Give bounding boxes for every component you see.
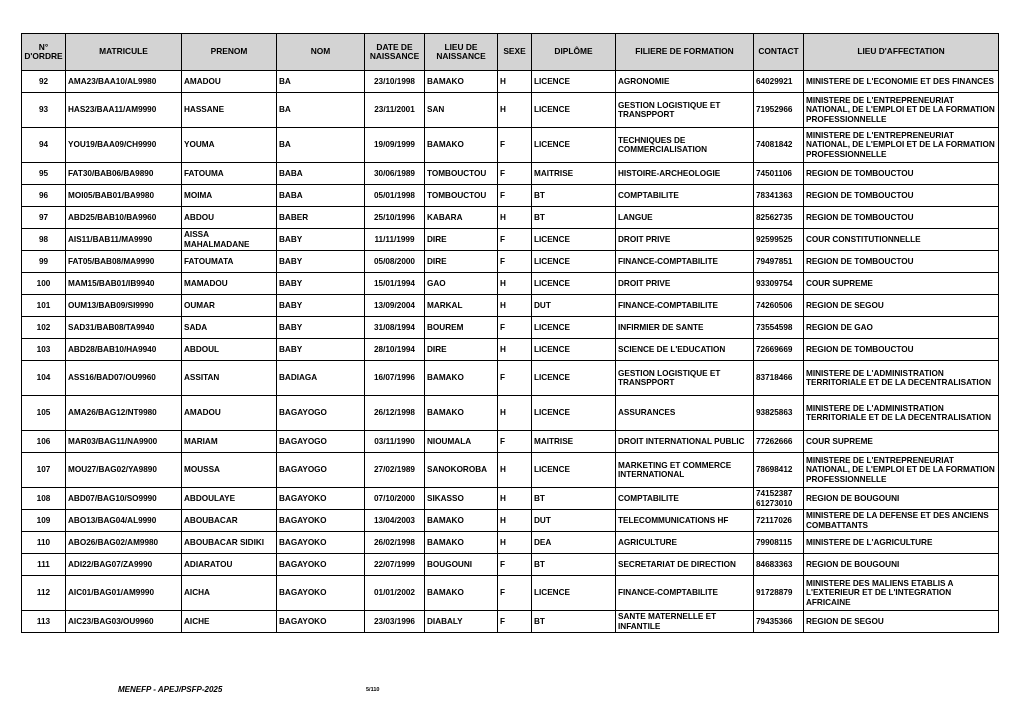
cell-birth-place: SAN	[425, 93, 498, 128]
cell-birth-date: 11/11/1999	[365, 229, 425, 251]
table-row	[22, 576, 999, 611]
cell-nom: BADIAGA	[277, 361, 365, 396]
cell-assignment: MINISTERE DE LA DEFENSE ET DES ANCIENS COMBATTANTS	[804, 510, 999, 532]
cell-matricule: ABO13/BAG04/AL9990	[66, 510, 182, 532]
cell-training: SCIENCE DE L'EDUCATION	[616, 339, 754, 361]
cell-matricule: FAT05/BAB08/MA9990	[66, 251, 182, 273]
table-row	[22, 532, 999, 554]
cell-order: 94	[22, 128, 66, 163]
cell-assignment: REGION DE TOMBOUCTOU	[804, 163, 999, 185]
cell-nom: BABA	[277, 163, 365, 185]
cell-birth-place: DIRE	[425, 229, 498, 251]
cell-nom: BAGAYOGO	[277, 396, 365, 431]
cell-diploma: BT	[532, 611, 616, 633]
col-header-prenom: PRENOM	[182, 34, 277, 71]
cell-assignment: MINISTERE DE L'ENTREPRENEURIAT NATIONAL, DE L'EMPLOI ET DE LA FORMATION PROFESSIONNELLE	[804, 93, 999, 128]
cell-order: 113	[22, 611, 66, 633]
table-row	[22, 611, 999, 633]
cell-sex: H	[498, 488, 532, 510]
cell-birth-place: DIRE	[425, 251, 498, 273]
cell-birth-place: BAMAKO	[425, 361, 498, 396]
cell-contact: 79497851	[754, 251, 804, 273]
cell-sex: H	[498, 532, 532, 554]
cell-birth-date: 28/10/1994	[365, 339, 425, 361]
cell-diploma: LICENCE	[532, 93, 616, 128]
cell-birth-date: 23/03/1996	[365, 611, 425, 633]
cell-order: 105	[22, 396, 66, 431]
cell-assignment: MINISTERE DE L'ECONOMIE ET DES FINANCES	[804, 71, 999, 93]
cell-diploma: LICENCE	[532, 251, 616, 273]
cell-birth-place: TOMBOUCTOU	[425, 163, 498, 185]
cell-matricule: HAS23/BAA11/AM9990	[66, 93, 182, 128]
table-row	[22, 128, 999, 163]
cell-prenom: ABOUBACAR	[182, 510, 277, 532]
cell-birth-place: DIABALY	[425, 611, 498, 633]
cell-birth-date: 22/07/1999	[365, 554, 425, 576]
cell-assignment: REGION DE BOUGOUNI	[804, 554, 999, 576]
cell-birth-date: 07/10/2000	[365, 488, 425, 510]
cell-birth-date: 23/11/2001	[365, 93, 425, 128]
cell-sex: F	[498, 611, 532, 633]
cell-nom: BABY	[277, 273, 365, 295]
cell-birth-place: SIKASSO	[425, 488, 498, 510]
col-header-training: FILIERE DE FORMATION	[616, 34, 754, 71]
cell-sex: H	[498, 339, 532, 361]
cell-sex: F	[498, 251, 532, 273]
cell-diploma: MAITRISE	[532, 431, 616, 453]
cell-matricule: ASS16/BAD07/OU9960	[66, 361, 182, 396]
cell-birth-date: 16/07/1996	[365, 361, 425, 396]
cell-nom: BAGAYOGO	[277, 431, 365, 453]
cell-sex: F	[498, 361, 532, 396]
cell-order: 107	[22, 453, 66, 488]
cell-order: 104	[22, 361, 66, 396]
cell-matricule: ABD25/BAB10/BA9960	[66, 207, 182, 229]
cell-matricule: MAR03/BAG11/NA9900	[66, 431, 182, 453]
cell-order: 112	[22, 576, 66, 611]
cell-assignment: REGION DE TOMBOUCTOU	[804, 185, 999, 207]
cell-contact: 83718466	[754, 361, 804, 396]
cell-contact: 82562735	[754, 207, 804, 229]
cell-nom: BAGAYOKO	[277, 532, 365, 554]
cell-assignment: REGION DE BOUGOUNI	[804, 488, 999, 510]
table-row	[22, 396, 999, 431]
cell-assignment: MINISTERE DE L'AGRICULTURE	[804, 532, 999, 554]
cell-assignment: MINISTERE DES MALIENS ETABLIS A L'EXTERIEUR ET DE L'INTEGRATION AFRICAINE	[804, 576, 999, 611]
cell-training: HISTOIRE-ARCHEOLOGIE	[616, 163, 754, 185]
cell-birth-place: DIRE	[425, 339, 498, 361]
cell-sex: F	[498, 554, 532, 576]
cell-matricule: SAD31/BAB08/TA9940	[66, 317, 182, 339]
cell-birth-place: BAMAKO	[425, 396, 498, 431]
col-header-contact: CONTACT	[754, 34, 804, 71]
cell-prenom: MARIAM	[182, 431, 277, 453]
cell-diploma: LICENCE	[532, 339, 616, 361]
cell-order: 95	[22, 163, 66, 185]
cell-birth-place: SANOKOROBA	[425, 453, 498, 488]
cell-diploma: LICENCE	[532, 128, 616, 163]
cell-contact: 71952966	[754, 93, 804, 128]
cell-order: 93	[22, 93, 66, 128]
table-row	[22, 71, 999, 93]
cell-order: 102	[22, 317, 66, 339]
cell-assignment: COUR SUPREME	[804, 431, 999, 453]
cell-diploma: DEA	[532, 532, 616, 554]
cell-contact: 79435366	[754, 611, 804, 633]
cell-diploma: LICENCE	[532, 317, 616, 339]
cell-order: 100	[22, 273, 66, 295]
cell-diploma: DUT	[532, 510, 616, 532]
cell-training: TELECOMMUNICATIONS HF	[616, 510, 754, 532]
cell-contact: 93309754	[754, 273, 804, 295]
cell-training: MARKETING ET COMMERCE INTERNATIONAL	[616, 453, 754, 488]
cell-prenom: MOIMA	[182, 185, 277, 207]
cell-training: GESTION LOGISTIQUE ET TRANSPPORT	[616, 361, 754, 396]
cell-nom: BABY	[277, 251, 365, 273]
table-row	[22, 163, 999, 185]
cell-assignment: COUR CONSTITUTIONNELLE	[804, 229, 999, 251]
col-header-matricule: MATRICULE	[66, 34, 182, 71]
cell-assignment: MINISTERE DE L'ADMINISTRATION TERRITORIALE ET DE LA DECENTRALISATION	[804, 361, 999, 396]
cell-order: 99	[22, 251, 66, 273]
cell-contact: 74260506	[754, 295, 804, 317]
cell-assignment: COUR SUPREME	[804, 273, 999, 295]
cell-training: GESTION LOGISTIQUE ET TRANSPPORT	[616, 93, 754, 128]
cell-prenom: AMADOU	[182, 396, 277, 431]
cell-nom: BAGAYOKO	[277, 510, 365, 532]
cell-training: ASSURANCES	[616, 396, 754, 431]
cell-matricule: FAT30/BAB06/BA9890	[66, 163, 182, 185]
cell-training: COMPTABILITE	[616, 185, 754, 207]
table-row	[22, 273, 999, 295]
table-row	[22, 361, 999, 396]
cell-contact: 93825863	[754, 396, 804, 431]
table-row	[22, 453, 999, 488]
cell-birth-date: 23/10/1998	[365, 71, 425, 93]
cell-birth-date: 30/06/1989	[365, 163, 425, 185]
cell-assignment: REGION DE SEGOU	[804, 295, 999, 317]
cell-birth-date: 31/08/1994	[365, 317, 425, 339]
col-header-nom: NOM	[277, 34, 365, 71]
table-row	[22, 229, 999, 251]
cell-birth-date: 25/10/1996	[365, 207, 425, 229]
cell-training: FINANCE-COMPTABILITE	[616, 251, 754, 273]
cell-diploma: LICENCE	[532, 576, 616, 611]
cell-prenom: ABDOULAYE	[182, 488, 277, 510]
cell-nom: BAGAYOGO	[277, 453, 365, 488]
cell-matricule: MAM15/BAB01/IB9940	[66, 273, 182, 295]
cell-order: 111	[22, 554, 66, 576]
cell-prenom: MAMADOU	[182, 273, 277, 295]
cell-contact: 79908115	[754, 532, 804, 554]
cell-contact: 77262666	[754, 431, 804, 453]
cell-order: 92	[22, 71, 66, 93]
cell-contact: 74081842	[754, 128, 804, 163]
cell-matricule: AIC01/BAG01/AM9990	[66, 576, 182, 611]
cell-prenom: ABDOUL	[182, 339, 277, 361]
cell-prenom: AMADOU	[182, 71, 277, 93]
cell-sex: H	[498, 273, 532, 295]
cell-training: DROIT PRIVE	[616, 273, 754, 295]
cell-order: 103	[22, 339, 66, 361]
cell-matricule: ABO26/BAG02/AM9980	[66, 532, 182, 554]
cell-matricule: MOU27/BAG02/YA9890	[66, 453, 182, 488]
cell-birth-date: 13/04/2003	[365, 510, 425, 532]
cell-birth-place: TOMBOUCTOU	[425, 185, 498, 207]
cell-nom: BAGAYOKO	[277, 576, 365, 611]
cell-nom: BABY	[277, 229, 365, 251]
cell-training: DROIT PRIVE	[616, 229, 754, 251]
cell-order: 110	[22, 532, 66, 554]
cell-assignment: REGION DE TOMBOUCTOU	[804, 251, 999, 273]
cell-nom: BA	[277, 93, 365, 128]
cell-prenom: FATOUMATA	[182, 251, 277, 273]
cell-assignment: REGION DE SEGOU	[804, 611, 999, 633]
cell-diploma: LICENCE	[532, 453, 616, 488]
cell-sex: H	[498, 453, 532, 488]
cell-training: AGRONOMIE	[616, 71, 754, 93]
cell-sex: F	[498, 229, 532, 251]
cell-matricule: ABD28/BAB10/HA9940	[66, 339, 182, 361]
cell-diploma: LICENCE	[532, 229, 616, 251]
cell-matricule: MOI05/BAB01/BA9980	[66, 185, 182, 207]
cell-sex: H	[498, 71, 532, 93]
cell-contact: 72117026	[754, 510, 804, 532]
cell-contact: 84683363	[754, 554, 804, 576]
cell-contact: 91728879	[754, 576, 804, 611]
roster-body	[22, 71, 999, 633]
col-header-birth-date: DATE DE NAISSANCE	[365, 34, 425, 71]
cell-training: SECRETARIAT DE DIRECTION	[616, 554, 754, 576]
cell-diploma: LICENCE	[532, 273, 616, 295]
cell-nom: BA	[277, 71, 365, 93]
roster-table	[21, 33, 999, 633]
cell-birth-date: 27/02/1989	[365, 453, 425, 488]
cell-matricule: ABD07/BAG10/SO9990	[66, 488, 182, 510]
cell-birth-place: NIOUMALA	[425, 431, 498, 453]
page-number: 5/110	[366, 687, 380, 693]
cell-diploma: BT	[532, 554, 616, 576]
cell-birth-place: BAMAKO	[425, 128, 498, 163]
cell-prenom: HASSANE	[182, 93, 277, 128]
cell-birth-date: 15/01/1994	[365, 273, 425, 295]
cell-prenom: FATOUMA	[182, 163, 277, 185]
table-row	[22, 295, 999, 317]
cell-training: FINANCE-COMPTABILITE	[616, 295, 754, 317]
cell-training: FINANCE-COMPTABILITE	[616, 576, 754, 611]
cell-birth-date: 03/11/1990	[365, 431, 425, 453]
table-row	[22, 488, 999, 510]
col-header-diploma: DIPLÔME	[532, 34, 616, 71]
cell-birth-date: 26/02/1998	[365, 532, 425, 554]
cell-diploma: BT	[532, 185, 616, 207]
cell-birth-place: BOUREM	[425, 317, 498, 339]
cell-matricule: YOU19/BAA09/CH9990	[66, 128, 182, 163]
cell-training: INFIRMIER DE SANTE	[616, 317, 754, 339]
cell-sex: F	[498, 128, 532, 163]
cell-birth-date: 26/12/1998	[365, 396, 425, 431]
cell-order: 108	[22, 488, 66, 510]
cell-assignment: REGION DE TOMBOUCTOU	[804, 339, 999, 361]
cell-assignment: MINISTERE DE L'ENTREPRENEURIAT NATIONAL, DE L'EMPLOI ET DE LA FORMATION PROFESSIONNELLE	[804, 453, 999, 488]
cell-nom: BABA	[277, 185, 365, 207]
cell-sex: F	[498, 163, 532, 185]
cell-assignment: MINISTERE DE L'ADMINISTRATION TERRITORIALE ET DE LA DECENTRALISATION	[804, 396, 999, 431]
cell-birth-date: 05/08/2000	[365, 251, 425, 273]
col-header-assignment: LIEU D'AFFECTATION	[804, 34, 999, 71]
cell-birth-date: 01/01/2002	[365, 576, 425, 611]
table-row	[22, 554, 999, 576]
cell-nom: BABER	[277, 207, 365, 229]
cell-sex: F	[498, 317, 532, 339]
cell-contact: 64029921	[754, 71, 804, 93]
cell-nom: BABY	[277, 295, 365, 317]
cell-order: 101	[22, 295, 66, 317]
cell-matricule: AMA23/BAA10/AL9980	[66, 71, 182, 93]
cell-diploma: BT	[532, 207, 616, 229]
cell-order: 96	[22, 185, 66, 207]
table-row	[22, 251, 999, 273]
cell-birth-place: BAMAKO	[425, 532, 498, 554]
cell-diploma: BT	[532, 488, 616, 510]
table-row	[22, 339, 999, 361]
cell-nom: BABY	[277, 317, 365, 339]
cell-matricule: AIS11/BAB11/MA9990	[66, 229, 182, 251]
cell-birth-place: GAO	[425, 273, 498, 295]
cell-nom: BABY	[277, 339, 365, 361]
cell-nom: BA	[277, 128, 365, 163]
cell-birth-place: BAMAKO	[425, 510, 498, 532]
cell-diploma: LICENCE	[532, 71, 616, 93]
cell-prenom: ABOUBACAR SIDIKI	[182, 532, 277, 554]
cell-birth-date: 13/09/2004	[365, 295, 425, 317]
cell-contact: 72669669	[754, 339, 804, 361]
cell-order: 98	[22, 229, 66, 251]
cell-assignment: REGION DE GAO	[804, 317, 999, 339]
cell-training: TECHNIQUES DE COMMERCIALISATION	[616, 128, 754, 163]
cell-training: COMPTABILITE	[616, 488, 754, 510]
cell-order: 109	[22, 510, 66, 532]
cell-sex: H	[498, 396, 532, 431]
cell-sex: H	[498, 295, 532, 317]
col-header-order: N° D'ORDRE	[22, 34, 66, 71]
cell-diploma: LICENCE	[532, 396, 616, 431]
table-row	[22, 317, 999, 339]
cell-prenom: AICHE	[182, 611, 277, 633]
footer-reference: MENEFP - APEJ/PSFP-2025	[118, 685, 223, 694]
cell-training: SANTE MATERNELLE ET INFANTILE	[616, 611, 754, 633]
cell-prenom: MOUSSA	[182, 453, 277, 488]
table-row	[22, 510, 999, 532]
col-header-birth-place: LIEU DE NAISSANCE	[425, 34, 498, 71]
table-row	[22, 207, 999, 229]
col-header-sex: SEXE	[498, 34, 532, 71]
cell-diploma: LICENCE	[532, 361, 616, 396]
cell-assignment: MINISTERE DE L'ENTREPRENEURIAT NATIONAL, DE L'EMPLOI ET DE LA FORMATION PROFESSIONNELLE	[804, 128, 999, 163]
cell-prenom: ABDOU	[182, 207, 277, 229]
table-row	[22, 431, 999, 453]
cell-contact: 78698412	[754, 453, 804, 488]
cell-nom: BAGAYOKO	[277, 488, 365, 510]
cell-order: 106	[22, 431, 66, 453]
cell-prenom: AISSA MAHALMADANE	[182, 229, 277, 251]
cell-sex: F	[498, 431, 532, 453]
cell-prenom: ASSITAN	[182, 361, 277, 396]
cell-contact: 74152387 61273010	[754, 488, 804, 510]
cell-sex: H	[498, 207, 532, 229]
cell-training: AGRICULTURE	[616, 532, 754, 554]
cell-sex: F	[498, 185, 532, 207]
cell-nom: BAGAYOKO	[277, 611, 365, 633]
cell-birth-date: 19/09/1999	[365, 128, 425, 163]
header-row	[22, 34, 999, 71]
cell-birth-place: BOUGOUNI	[425, 554, 498, 576]
cell-matricule: OUM13/BAB09/SI9990	[66, 295, 182, 317]
cell-birth-place: BAMAKO	[425, 576, 498, 611]
cell-sex: H	[498, 93, 532, 128]
cell-prenom: OUMAR	[182, 295, 277, 317]
cell-sex: H	[498, 510, 532, 532]
cell-contact: 92599525	[754, 229, 804, 251]
cell-prenom: ADIARATOU	[182, 554, 277, 576]
table-row	[22, 185, 999, 207]
table-row	[22, 93, 999, 128]
cell-order: 97	[22, 207, 66, 229]
cell-birth-place: BAMAKO	[425, 71, 498, 93]
cell-training: LANGUE	[616, 207, 754, 229]
cell-birth-date: 05/01/1998	[365, 185, 425, 207]
cell-matricule: AIC23/BAG03/OU9960	[66, 611, 182, 633]
cell-birth-place: MARKAL	[425, 295, 498, 317]
cell-prenom: YOUMA	[182, 128, 277, 163]
cell-diploma: MAITRISE	[532, 163, 616, 185]
cell-sex: F	[498, 576, 532, 611]
cell-nom: BAGAYOKO	[277, 554, 365, 576]
cell-contact: 73554598	[754, 317, 804, 339]
cell-contact: 74501106	[754, 163, 804, 185]
cell-matricule: ADI22/BAG07/ZA9990	[66, 554, 182, 576]
cell-diploma: DUT	[532, 295, 616, 317]
cell-matricule: AMA26/BAG12/NT9980	[66, 396, 182, 431]
cell-prenom: SADA	[182, 317, 277, 339]
cell-training: DROIT INTERNATIONAL PUBLIC	[616, 431, 754, 453]
cell-birth-place: KABARA	[425, 207, 498, 229]
cell-prenom: AICHA	[182, 576, 277, 611]
cell-assignment: REGION DE TOMBOUCTOU	[804, 207, 999, 229]
cell-contact: 78341363	[754, 185, 804, 207]
